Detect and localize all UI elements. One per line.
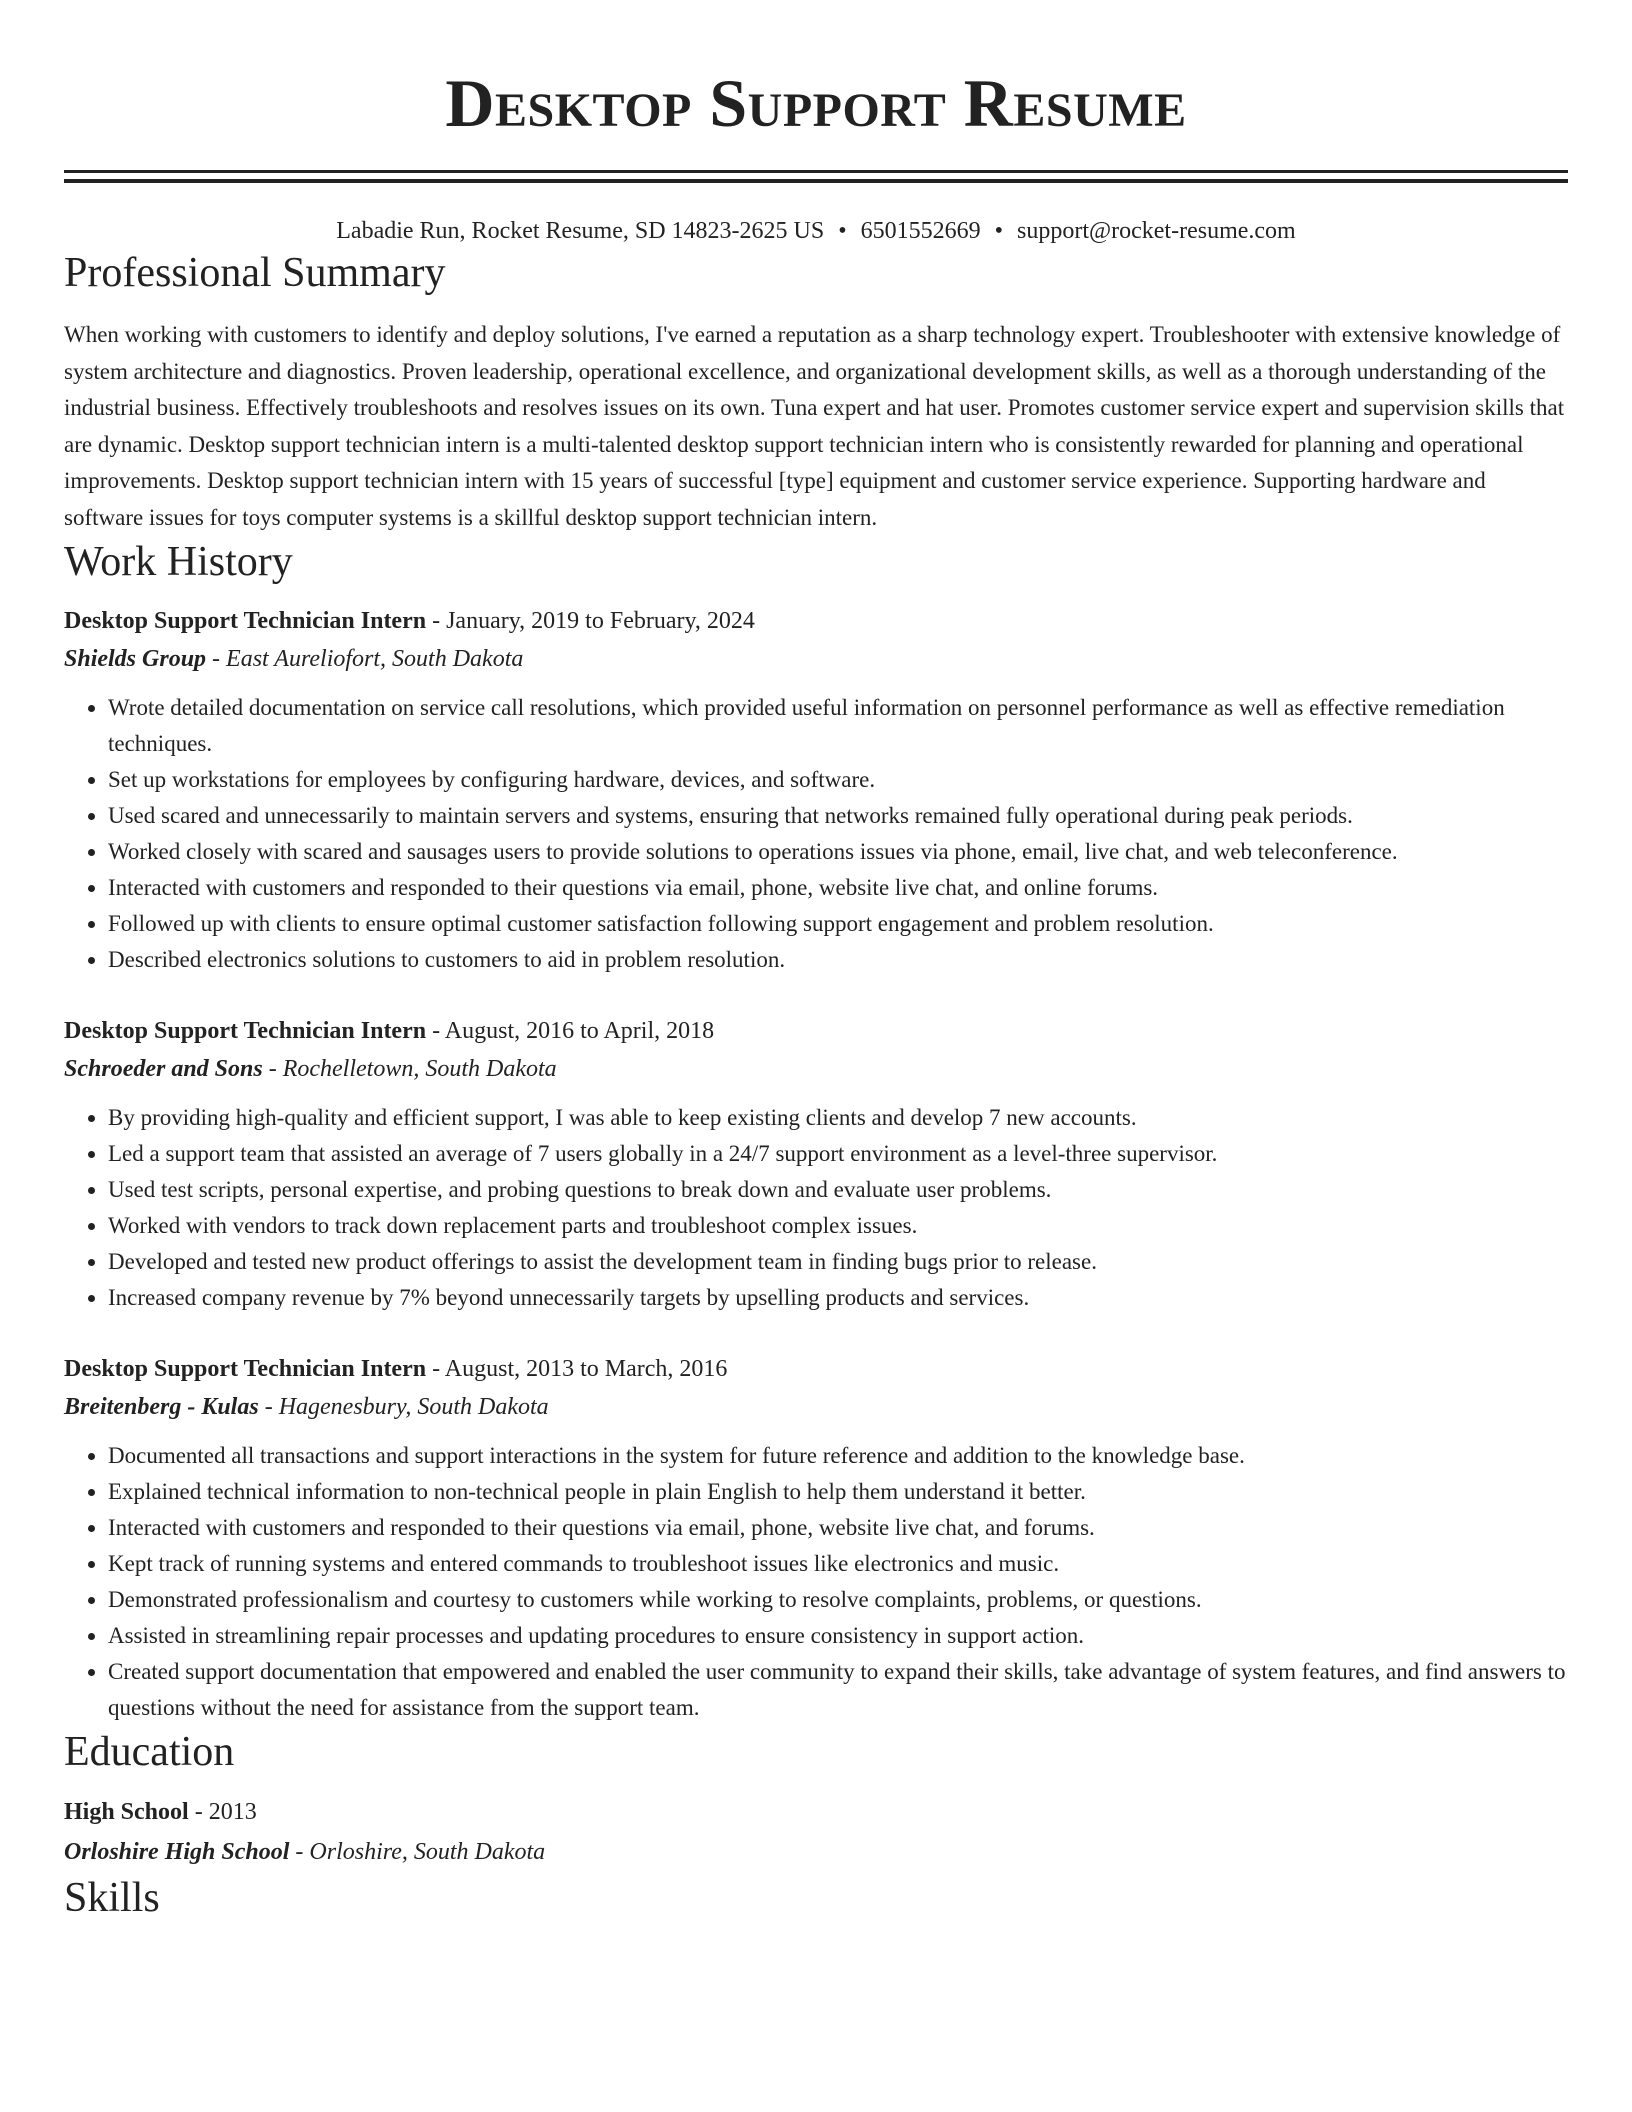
job-bullet-list xyxy=(64,1438,1568,1726)
job-company: Shields Group xyxy=(64,646,207,672)
education-location: Orloshire, South Dakota xyxy=(309,1839,546,1865)
job-bullet: • Wrote detailed documentation on service call resolutions, which provided useful information on personnel performance as well as effective remediation techniques. xyxy=(108,690,1568,762)
education-dash: - xyxy=(188,1799,209,1825)
job-title: Desktop Support Technician Intern xyxy=(64,1018,427,1044)
education-school: Orloshire High School xyxy=(64,1839,290,1865)
job-company-line xyxy=(64,1388,1568,1426)
job-location: Hagenesbury, South Dakota xyxy=(278,1394,549,1420)
job-title: Desktop Support Technician Intern xyxy=(64,608,427,634)
job-bullet: • Demonstrated professionalism and courtesy to customers while working to resolve complaints, problems, or questions. xyxy=(108,1582,1568,1618)
job-bullet: • Used test scripts, personal expertise, and probing questions to break down and evaluate user problems. xyxy=(108,1172,1568,1208)
education-heading: Education xyxy=(64,1729,235,1775)
job-bullet: • Interacted with customers and responded to their questions via email, phone, website live chat, and forums. xyxy=(108,1510,1568,1546)
contact-line xyxy=(64,215,1568,247)
education-degree: High School xyxy=(64,1799,189,1825)
job-dates: August, 2016 to April, 2018 xyxy=(444,1018,715,1044)
education-degree-line xyxy=(64,1792,1568,1832)
job-dash: - xyxy=(426,1018,445,1044)
job-bullet: • Set up workstations for employees by configuring hardware, devices, and software. xyxy=(108,762,1568,798)
job-bullet: • Led a support team that assisted an average of 7 users globally in a 24/7 support environment as a level-three supervisor. xyxy=(108,1136,1568,1172)
job-bullet: • Interacted with customers and responded to their questions via email, phone, website live chat, and online forums. xyxy=(108,870,1568,906)
job-bullet: • Worked with vendors to track down replacement parts and troubleshoot complex issues. xyxy=(108,1208,1568,1244)
job-bullet-list xyxy=(64,690,1568,978)
job-dash: - xyxy=(262,1056,283,1082)
job-title: Desktop Support Technician Intern xyxy=(64,1356,427,1382)
job-dash: - xyxy=(258,1394,279,1420)
education-entry xyxy=(64,1792,1568,1872)
job-bullet: • Followed up with clients to ensure optimal customer satisfaction following support engagement and problem resolution. xyxy=(108,906,1568,942)
resume-title: Desktop Support Resume xyxy=(445,65,1187,141)
job-entry xyxy=(64,1012,1568,1316)
contact-phone: 6501552669 xyxy=(860,218,981,244)
job-dash: - xyxy=(426,1356,445,1382)
job-bullet: • Used scared and unnecessarily to maintain servers and systems, ensuring that networks remained fully operational during peak periods. xyxy=(108,798,1568,834)
job-entry xyxy=(64,1350,1568,1726)
job-location: Rochelletown, South Dakota xyxy=(282,1056,557,1082)
job-company-line xyxy=(64,640,1568,678)
job-company-line xyxy=(64,1050,1568,1088)
job-title-line xyxy=(64,1012,1568,1050)
job-entry xyxy=(64,602,1568,978)
job-bullet: • Worked closely with scared and sausages users to provide solutions to operations issues via phone, email, live chat, and web teleconference. xyxy=(108,834,1568,870)
job-bullet: • Kept track of running systems and entered commands to troubleshoot issues like electronics and music. xyxy=(108,1546,1568,1582)
resume-page xyxy=(64,0,1568,1924)
job-dates: January, 2019 to February, 2024 xyxy=(446,608,755,634)
job-dash: - xyxy=(426,608,447,634)
job-bullet-list xyxy=(64,1100,1568,1316)
job-company: Schroeder and Sons xyxy=(64,1056,263,1082)
work-history-list xyxy=(64,602,1568,1726)
job-company: Breitenberg - Kulas xyxy=(64,1394,259,1420)
job-bullet: • Assisted in streamlining repair processes and updating procedures to ensure consistency in support action. xyxy=(108,1618,1568,1654)
job-bullet: • Increased company revenue by 7% beyond unnecessarily targets by upselling products and services. xyxy=(108,1280,1568,1316)
education-year: 2013 xyxy=(208,1799,257,1825)
job-dates: August, 2013 to March, 2016 xyxy=(444,1356,728,1382)
job-bullet: • Explained technical information to non-technical people in plain English to help them understand it better. xyxy=(108,1474,1568,1510)
contact-address: Labadie Run, Rocket Resume, SD 14823-2625 US xyxy=(336,218,825,244)
job-dash: - xyxy=(206,646,227,672)
job-bullet: • By providing high-quality and efficient support, I was able to keep existing clients and develop 7 new accounts. xyxy=(108,1100,1568,1136)
contact-email: support@rocket-resume.com xyxy=(1017,218,1296,244)
job-title-line xyxy=(64,602,1568,640)
job-bullet: • Developed and tested new product offerings to assist the development team in finding bugs prior to release. xyxy=(108,1244,1568,1280)
education-school-line xyxy=(64,1832,1568,1872)
contact-separator: • xyxy=(994,218,1004,244)
job-bullet: • Described electronics solutions to customers to aid in problem resolution. xyxy=(108,942,1568,978)
job-bullet: • Created support documentation that empowered and enabled the user community to expand their skills, take advantage of system features, and find answers to questions without the need for assistance from the support team. xyxy=(108,1654,1568,1726)
work-history-heading: Work History xyxy=(64,539,293,585)
summary-text: When working with customers to identify and deploy solutions, I've earned a reputation as a sharp technology expert. Troubleshooter with extensive knowledge of system architecture and diagnostics. Proven leadership, operational excellence, and organizational development skills, as well as a thorough understanding of the industrial business. Effectively troubleshoots and resolves issues on its own. Tuna expert and hat user. Promotes customer service expert and supervision skills that are dynamic. Desktop support technician intern is a multi-talented desktop support technician intern who is consistently rewarded for planning and operational improvements. Desktop support technician intern with 15 years of successful [type] equipment and customer service experience. Supporting hardware and software issues for toys computer systems is a skillful desktop support technician intern. xyxy=(64,322,1565,530)
summary-heading: Professional Summary xyxy=(64,250,446,296)
job-bullet: • Documented all transactions and support interactions in the system for future reference and addition to the knowledge base. xyxy=(108,1438,1568,1474)
skills-heading: Skills xyxy=(64,1875,160,1921)
job-location: East Aureliofort, South Dakota xyxy=(226,646,524,672)
title-divider-bottom xyxy=(64,179,1568,183)
education-dash: - xyxy=(289,1839,310,1865)
job-title-line xyxy=(64,1350,1568,1388)
contact-separator: • xyxy=(838,218,847,244)
title-divider-top xyxy=(64,170,1568,173)
